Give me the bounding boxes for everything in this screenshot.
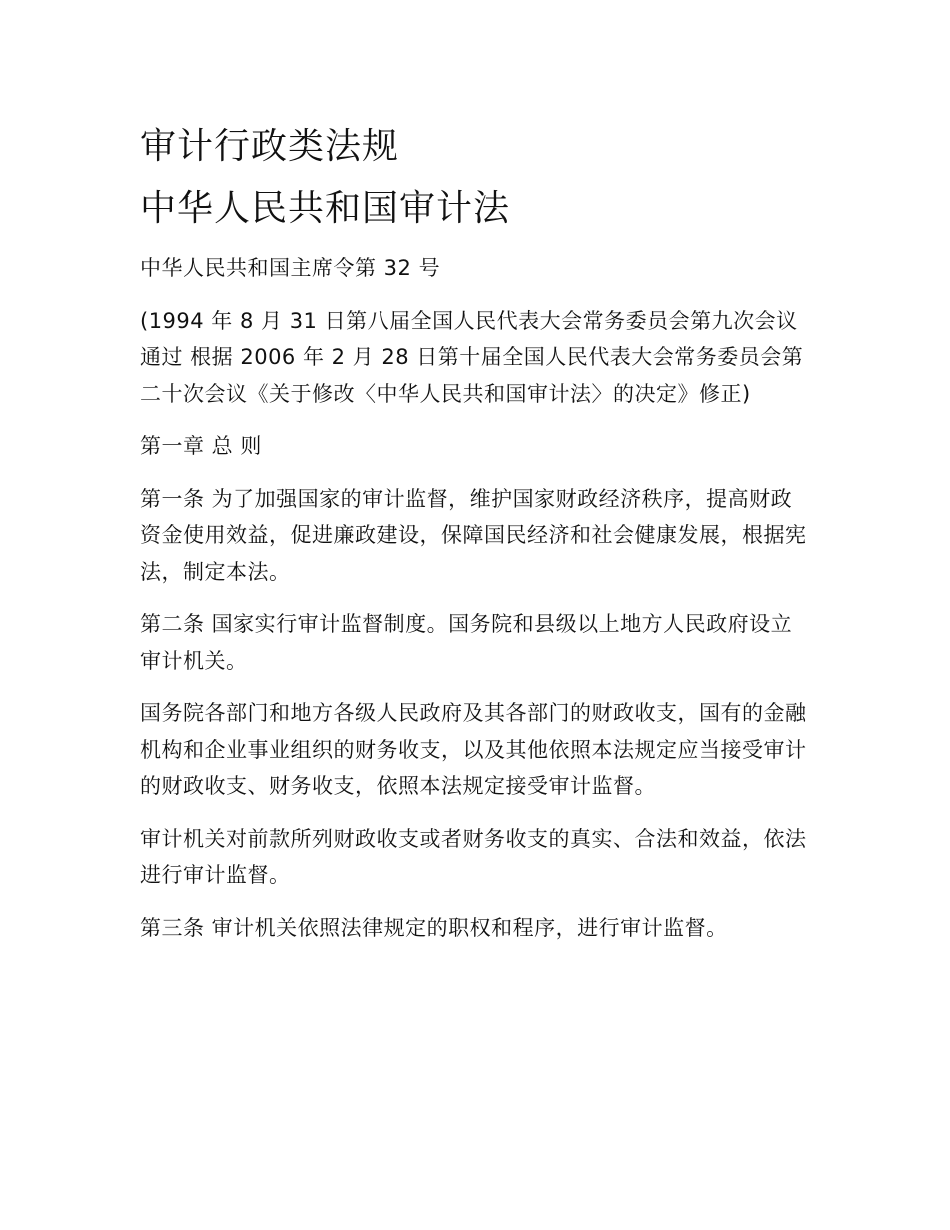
article-2-paragraph-1: 第二条 国家实行审计监督制度。国务院和县级以上地方人民政府设立审计机关。 [140,612,793,673]
article-1: 第一条 为了加强国家的审计监督，维护国家财政经济秩序，提高财政资金使用效益，促进廉政建设，保障国民经济和社会健康发展，根据宪法，制定本法。 [140,486,807,584]
category-title: 审计行政类法规 [140,126,400,167]
article-3: 第三条 审计机关依照法律规定的职权和程序，进行审计监督。 [140,915,728,940]
decree-number: 中华人民共和国主席令第 32 号 [140,256,441,280]
article-2-paragraph-2: 国务院各部门和地方各级人民政府及其各部门的财政收支，国有的金融机构和企业事业组织的财务收支，以及其他依照本法规定应当接受审计的财政收支、财务收支，依照本法规定接受审计监督。 [140,701,807,798]
document-body [140,122,812,946]
chapter-heading: 第一章 总 则 [140,434,262,458]
law-title: 中华人民共和国审计法 [140,188,511,229]
adoption-note: (1994 年 8 月 31 日第八届全国人民代表大会常务委员会第九次会议通过 根据 2006 年 2 月 28 日第十届全国人民代表大会常务委员会第二十次会议《关于修改〈中华人民共和国审计法〉的决定》修正) [140,308,804,406]
article-2-paragraph-3: 审计机关对前款所列财政收支或者财务收支的真实、合法和效益，依法进行审计监督。 [140,826,807,887]
